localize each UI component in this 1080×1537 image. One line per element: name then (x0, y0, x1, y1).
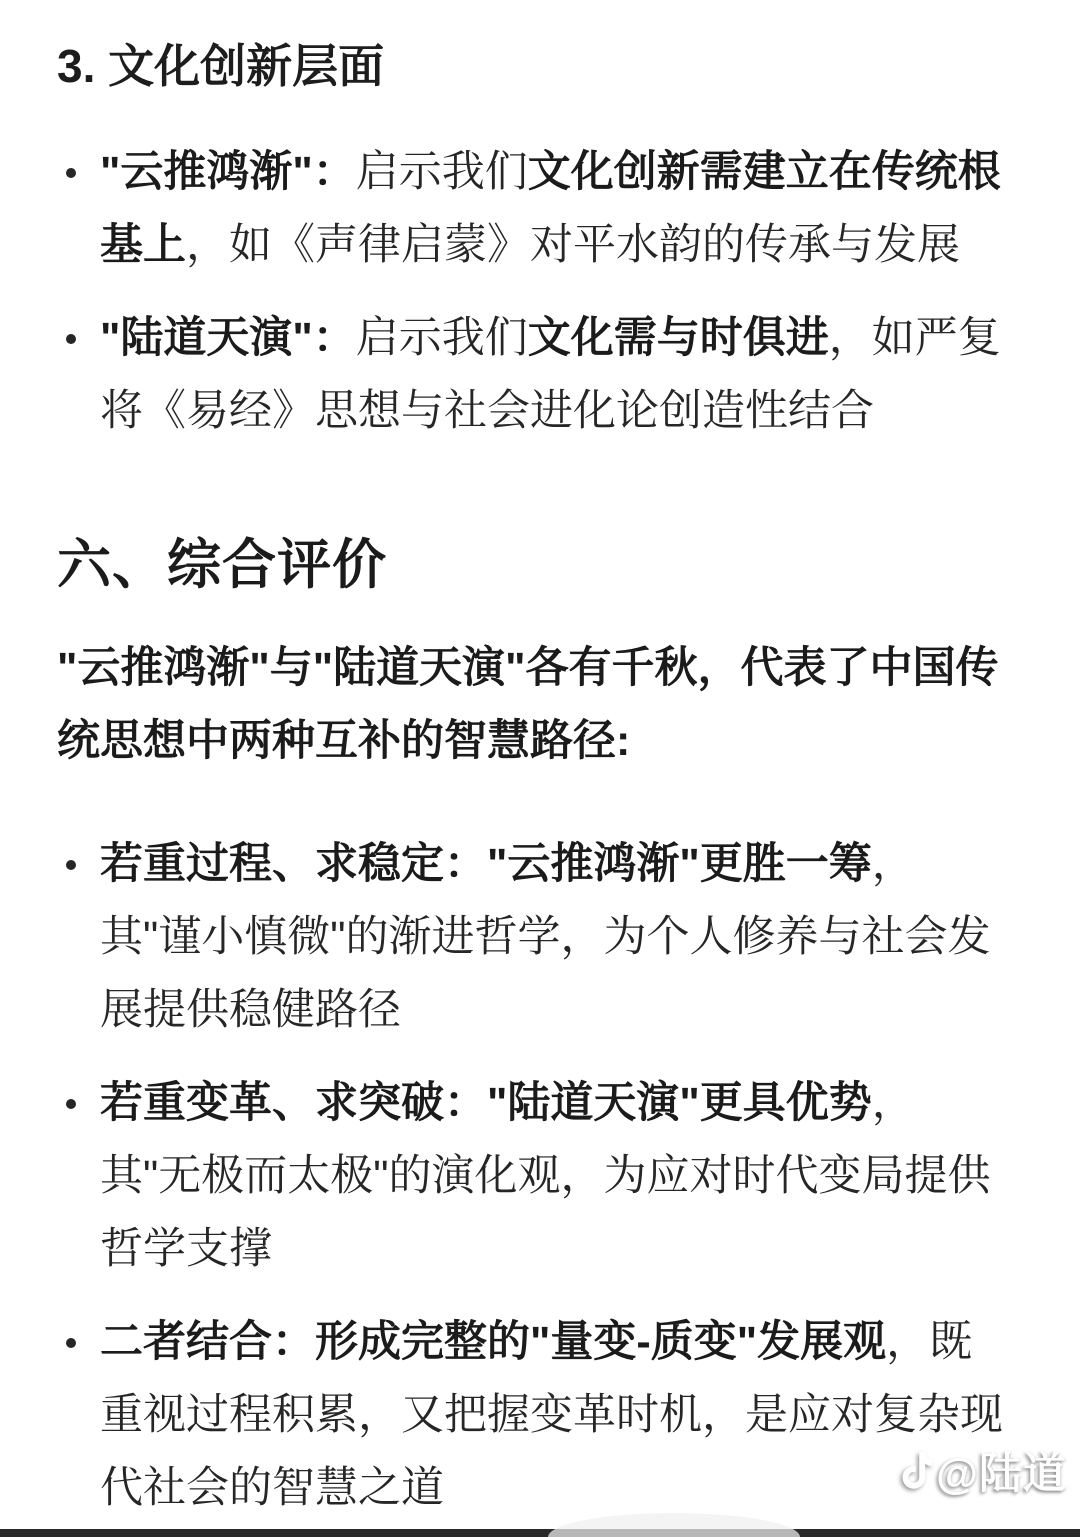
body-text: ，其"谨小慎微"的渐进哲学，为个人修养与社会发展提供稳健路径 (100, 840, 991, 1034)
list-item (57, 136, 1014, 282)
emphasis-text: "云推鸿渐"： (100, 148, 356, 196)
body-text: ，既重视过程积累，又把握变革时机，是应对复杂现代社会的智慧之道 (100, 1318, 1003, 1512)
body-text: ，如《声律启蒙》对平水韵的传承与发展 (186, 221, 960, 269)
bullet-dot-icon (66, 1099, 76, 1109)
list-item (57, 302, 1014, 448)
bullet-dot-icon (66, 168, 76, 178)
list-item (57, 828, 1014, 1047)
bullet-dot-icon (66, 334, 76, 344)
watermark (898, 1440, 1067, 1501)
evaluation-bullet-list (57, 828, 1014, 1525)
emphasis-text: 若重过程、求稳定："云推鸿渐"更胜一筹 (100, 840, 872, 888)
intro-paragraph: "云推鸿渐"与"陆道天演"各有千秋，代表了中国传统思想中两种互补的智慧路径: (57, 644, 999, 765)
bullet-dot-icon (66, 1338, 76, 1348)
music-note-icon (898, 1449, 934, 1493)
bottom-bar-edge (0, 1529, 1080, 1537)
list-item (57, 1067, 1014, 1286)
watermark-handle: @陆道 (936, 1450, 1067, 1498)
body-text: ，其"无极而太极"的演化观，为应对时代变局提供哲学支撑 (100, 1079, 991, 1273)
body-text: 启示我们 (355, 148, 528, 196)
bullet-dot-icon (66, 860, 76, 870)
emphasis-text: "陆道天演"： (100, 314, 356, 362)
body-text: 启示我们 (355, 314, 528, 362)
list-item (57, 1306, 1014, 1525)
culture-bullet-list (57, 136, 1014, 448)
emphasis-text: 二者结合：形成完整的"量变-质变"发展观 (100, 1318, 887, 1366)
emphasis-text: 文化需与时俱进 (527, 314, 829, 362)
section-heading-overall-evaluation: 六、综合评价 (57, 535, 387, 595)
emphasis-text: 若重变革、求突破："陆道天演"更具优势 (100, 1079, 872, 1127)
emphasis-text: 文化创新需建立在传统根基上 (100, 148, 1001, 269)
section-heading-culture-innovation: 3. 文化创新层面 (57, 40, 385, 92)
body-text: ，如严复将《易经》思想与社会进化论创造性结合 (100, 314, 1001, 435)
